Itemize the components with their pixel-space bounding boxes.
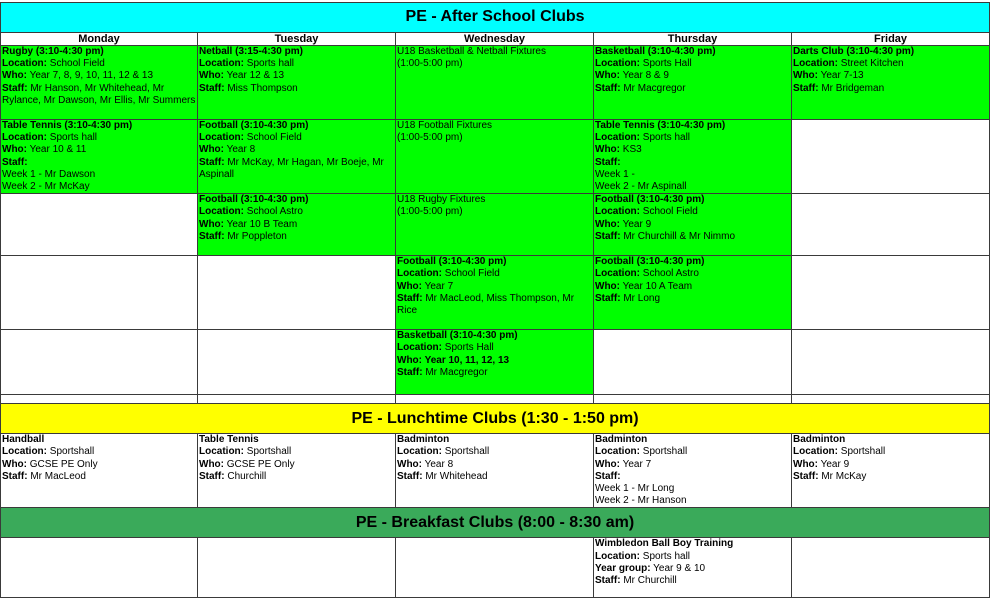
club-cell xyxy=(1,194,198,256)
club-line xyxy=(397,256,592,268)
club-line xyxy=(595,157,790,169)
club-line xyxy=(595,551,790,563)
club-cell xyxy=(198,538,396,598)
club-cell xyxy=(198,434,396,508)
club-line-label: Who: xyxy=(595,280,620,292)
club-line-label: Who: xyxy=(199,70,224,82)
club-cell xyxy=(1,256,198,330)
club-line xyxy=(595,46,790,58)
club-line-value: Street Kitchen xyxy=(838,58,904,70)
club-cell xyxy=(396,256,594,330)
club-line-value: School Field xyxy=(244,132,302,144)
club-line xyxy=(595,120,790,132)
club-line xyxy=(595,144,790,156)
club-line xyxy=(199,219,394,231)
club-line xyxy=(199,58,394,70)
empty-cell xyxy=(792,395,990,404)
club-line xyxy=(595,70,790,82)
club-line-label: Table Tennis (3:10-4:30 pm) xyxy=(2,120,133,131)
club-line-value: Sportshall xyxy=(442,446,490,458)
club-line xyxy=(397,446,592,458)
club-line-value: Mr McKay, Mr Hagan, Mr Boeje, Mr Aspinall xyxy=(199,156,384,180)
club-line-value: Sportshall xyxy=(640,446,688,458)
club-cell xyxy=(594,46,792,120)
club-line xyxy=(793,58,988,70)
club-line-label: Table Tennis xyxy=(199,434,259,446)
club-line-label: Location: xyxy=(595,206,640,218)
club-line xyxy=(793,446,988,458)
club-line-value: U18 Football Fixtures xyxy=(397,120,493,131)
club-line-value: Mr Long xyxy=(620,292,661,304)
club-line-value: Sports hall xyxy=(244,58,295,70)
club-line xyxy=(397,367,592,379)
club-line xyxy=(199,157,394,181)
club-line-value: Year 10 B Team xyxy=(224,218,298,230)
club-cell xyxy=(198,120,396,194)
day-header-monday: Monday xyxy=(1,33,198,46)
club-line-value: Year 9 xyxy=(818,458,850,470)
club-line-value: Week 1 - Mr Dawson xyxy=(2,168,96,180)
club-line xyxy=(397,471,592,483)
club-line xyxy=(397,459,592,471)
club-cell xyxy=(396,194,594,256)
club-line xyxy=(397,293,592,317)
club-cell xyxy=(1,46,198,120)
club-line-label: Football (3:10-4:30 pm) xyxy=(397,256,507,268)
club-line xyxy=(595,132,790,144)
club-line xyxy=(199,70,394,82)
club-line xyxy=(2,46,196,58)
club-line-label: Staff: xyxy=(793,82,819,94)
club-line xyxy=(595,83,790,95)
club-cell xyxy=(198,46,396,120)
after-school-row xyxy=(1,330,990,395)
club-line-label: Location: xyxy=(199,58,244,70)
club-line xyxy=(199,459,394,471)
club-line xyxy=(397,194,592,206)
club-line xyxy=(595,219,790,231)
club-line xyxy=(595,58,790,70)
club-line-label: Table Tennis (3:10-4:30 pm) xyxy=(595,120,726,131)
club-line-label: Staff: xyxy=(199,470,225,482)
club-line xyxy=(595,471,790,483)
club-line-label: Location: xyxy=(2,446,47,458)
club-line xyxy=(397,342,592,354)
club-line-label: Location: xyxy=(595,446,640,458)
club-line xyxy=(397,132,592,144)
club-line-value: Week 2 - Mr McKay xyxy=(2,181,90,193)
club-line-label: Football (3:10-4:30 pm) xyxy=(595,256,705,268)
club-line xyxy=(397,330,592,342)
club-line xyxy=(595,293,790,305)
empty-cell xyxy=(594,395,792,404)
club-cell xyxy=(396,120,594,194)
club-line xyxy=(595,575,790,587)
club-line-value: School Field xyxy=(47,58,105,70)
club-line-value: Week 2 - Mr Hanson xyxy=(595,495,687,507)
club-line-value: Sportshall xyxy=(244,446,292,458)
day-header-thursday: Thursday xyxy=(594,33,792,46)
after-school-row xyxy=(1,256,990,330)
club-line-value: School Astro xyxy=(640,268,699,280)
club-line xyxy=(595,231,790,243)
club-line-label: Who: xyxy=(199,144,224,156)
club-line xyxy=(595,181,790,193)
club-line-value: Year 10 A Team xyxy=(620,280,693,292)
club-line-value: Mr Bridgeman xyxy=(818,82,885,94)
club-line-value: Year 12 & 13 xyxy=(224,70,285,82)
club-line-label: Football (3:10-4:30 pm) xyxy=(199,194,309,206)
after-school-title: PE - After School Clubs xyxy=(1,3,990,33)
club-line-value: KS3 xyxy=(620,144,642,156)
club-line-label: Location: xyxy=(595,58,640,70)
club-line-label: Who: xyxy=(595,70,620,82)
club-line-label: Location: xyxy=(397,268,442,280)
club-line-value: Sportshall xyxy=(47,446,95,458)
club-line xyxy=(2,434,196,446)
club-line-label: Location: xyxy=(595,268,640,280)
club-line xyxy=(2,120,196,132)
club-line-value: Week 1 - Mr Long xyxy=(595,483,675,495)
club-line-label: Staff: xyxy=(397,470,423,482)
club-line xyxy=(2,169,196,181)
club-line-value: (1:00-5:00 pm) xyxy=(397,58,463,70)
club-cell xyxy=(396,46,594,120)
club-line-value: Mr Churchill & Mr Nimmo xyxy=(620,230,736,242)
club-line-value: (1:00-5:00 pm) xyxy=(397,206,463,218)
club-line-value: Sportshall xyxy=(838,446,886,458)
club-cell xyxy=(1,120,198,194)
breakfast-title: PE - Breakfast Clubs (8:00 - 8:30 am) xyxy=(1,508,990,538)
after-school-row xyxy=(1,46,990,120)
club-line xyxy=(595,538,790,550)
club-cell xyxy=(594,434,792,508)
spacer-row xyxy=(1,395,990,404)
club-line-label: Staff: xyxy=(793,470,819,482)
club-line-label: Who: Year 10, 11, 12, 13 xyxy=(397,354,510,366)
club-line xyxy=(199,120,394,132)
breakfast-row xyxy=(1,538,990,598)
club-line-value: School Astro xyxy=(244,206,303,218)
club-line xyxy=(397,355,592,367)
club-line-label: Location: xyxy=(595,550,640,562)
club-line-value: GCSE PE Only xyxy=(224,458,295,470)
club-line-value: (1:00-5:00 pm) xyxy=(397,132,463,144)
club-line xyxy=(595,459,790,471)
day-header-friday: Friday xyxy=(792,33,990,46)
club-line-value: Year 9 & 10 xyxy=(650,562,706,574)
club-cell xyxy=(792,194,990,256)
club-line-value: Mr MacLeod, Miss Thompson, Mr Rice xyxy=(397,292,575,317)
club-line-value: Year 8 xyxy=(224,144,256,156)
club-line-label: Football (3:10-4:30 pm) xyxy=(199,120,309,131)
club-line-value: Mr Whitehead xyxy=(422,470,488,482)
club-cell xyxy=(1,434,198,508)
club-line xyxy=(199,194,394,206)
club-line-label: Staff: xyxy=(397,366,423,378)
club-line xyxy=(595,206,790,218)
club-line-label: Staff: xyxy=(595,156,621,168)
club-line-value: Mr Hanson, Mr Whitehead, Mr Rylance, Mr Dawson, Mr Ellis, Mr Summers xyxy=(2,82,196,106)
club-line xyxy=(2,181,196,193)
weekday-header-row xyxy=(1,33,990,46)
club-line xyxy=(397,434,592,446)
club-cell xyxy=(792,120,990,194)
club-line xyxy=(2,70,196,82)
club-line-value: Year 10 & 11 xyxy=(27,144,87,156)
club-line-label: Who: xyxy=(199,218,224,230)
club-line-label: Staff: xyxy=(595,292,621,304)
club-line xyxy=(2,446,196,458)
club-line xyxy=(199,471,394,483)
club-line-value: Year 8 & 9 xyxy=(620,70,669,82)
club-line-value: U18 Rugby Fixtures xyxy=(397,194,486,206)
club-line-value: Sports Hall xyxy=(640,58,692,70)
club-line xyxy=(595,268,790,280)
club-line-label: Basketball (3:10-4:30 pm) xyxy=(595,46,716,57)
club-cell xyxy=(396,538,594,598)
club-line xyxy=(2,83,196,107)
club-cell xyxy=(198,194,396,256)
club-line-value: U18 Basketball & Netball Fixtures xyxy=(397,46,546,57)
club-line xyxy=(397,58,592,70)
club-line-label: Location: xyxy=(397,446,442,458)
club-line-label: Staff: xyxy=(595,470,621,482)
club-cell xyxy=(198,330,396,395)
club-line xyxy=(199,231,394,243)
club-cell xyxy=(594,194,792,256)
club-line xyxy=(793,459,988,471)
club-line xyxy=(595,563,790,575)
club-line-label: Location: xyxy=(793,446,838,458)
club-line-label: Location: xyxy=(199,206,244,218)
club-line-value: Mr Poppleton xyxy=(224,230,287,242)
club-line-value: Mr Macgregor xyxy=(422,366,488,378)
club-line-label: Who: xyxy=(2,144,27,156)
club-line-value: Year 7, 8, 9, 10, 11, 12 & 13 xyxy=(27,70,154,82)
club-line-label: Netball (3:15-4:30 pm) xyxy=(199,46,303,57)
club-line xyxy=(595,256,790,268)
club-cell xyxy=(792,434,990,508)
club-line-value: Week 1 - xyxy=(595,168,635,180)
club-line xyxy=(793,471,988,483)
club-cell xyxy=(1,538,198,598)
club-line-value: Year 7 xyxy=(422,280,454,292)
club-line-label: Who: xyxy=(2,458,27,470)
club-line-label: Staff: xyxy=(397,292,423,304)
club-line xyxy=(2,157,196,169)
club-line-label: Who: xyxy=(199,458,224,470)
club-line-label: Staff: xyxy=(2,470,28,482)
club-line-label: Badminton xyxy=(397,434,450,446)
club-line-label: Staff: xyxy=(595,230,621,242)
club-line-label: Rugby (3:10-4:30 pm) xyxy=(2,46,104,57)
club-line-value: Year 7 xyxy=(620,458,652,470)
club-line xyxy=(793,434,988,446)
club-line xyxy=(199,132,394,144)
club-line-label: Who: xyxy=(595,144,620,156)
club-line xyxy=(595,495,790,507)
club-cell xyxy=(594,330,792,395)
club-line-label: Location: xyxy=(199,132,244,144)
club-line-label: Who: xyxy=(793,458,818,470)
club-line-value: Sports hall xyxy=(640,550,691,562)
club-line-value: Mr MacLeod xyxy=(27,470,86,482)
club-line-label: Badminton xyxy=(595,434,648,446)
club-cell xyxy=(594,256,792,330)
club-line xyxy=(2,58,196,70)
club-line-label: Staff: xyxy=(199,156,225,168)
club-line-value: Mr McKay xyxy=(818,470,867,482)
club-cell xyxy=(396,330,594,395)
club-line-label: Who: xyxy=(595,218,620,230)
club-cell xyxy=(792,46,990,120)
club-line-value: School Field xyxy=(640,206,698,218)
club-line xyxy=(2,459,196,471)
lunchtime-header-row xyxy=(1,404,990,434)
club-line-label: Who: xyxy=(595,458,620,470)
club-line-label: Darts Club (3:10-4:30 pm) xyxy=(793,46,915,57)
club-line-label: Location: xyxy=(595,132,640,144)
club-line-label: Staff: xyxy=(199,82,225,94)
club-line xyxy=(793,83,988,95)
club-line-label: Staff: xyxy=(2,82,28,94)
club-line xyxy=(793,70,988,82)
club-line-label: Basketball (3:10-4:30 pm) xyxy=(397,330,518,342)
after-school-header-row xyxy=(1,3,990,33)
after-school-row xyxy=(1,194,990,256)
club-line xyxy=(199,46,394,58)
club-line-value: Sports hall xyxy=(47,132,98,144)
club-line xyxy=(199,206,394,218)
club-line-label: Location: xyxy=(793,58,838,70)
club-cell xyxy=(396,434,594,508)
club-line xyxy=(595,446,790,458)
club-cell xyxy=(792,538,990,598)
club-cell xyxy=(594,538,792,598)
club-line xyxy=(793,46,988,58)
breakfast-header-row xyxy=(1,508,990,538)
club-line xyxy=(2,144,196,156)
club-line-label: Staff: xyxy=(199,230,225,242)
club-line xyxy=(199,434,394,446)
club-line-value: Year 8 xyxy=(422,458,454,470)
club-line-label: Staff: xyxy=(595,82,621,94)
club-line xyxy=(397,46,592,58)
club-line-value: Mr Macgregor xyxy=(620,82,686,94)
day-header-tuesday: Tuesday xyxy=(198,33,396,46)
club-line-value: GCSE PE Only xyxy=(27,458,98,470)
club-line-label: Location: xyxy=(397,342,442,354)
clubs-timetable xyxy=(0,2,990,598)
club-line-label: Badminton xyxy=(793,434,846,446)
club-cell xyxy=(198,256,396,330)
club-line xyxy=(595,434,790,446)
club-line-value: Year 9 xyxy=(620,218,652,230)
club-line xyxy=(2,132,196,144)
empty-cell xyxy=(396,395,594,404)
club-line-label: Handball xyxy=(2,434,45,446)
lunchtime-title: PE - Lunchtime Clubs (1:30 - 1:50 pm) xyxy=(1,404,990,434)
club-line xyxy=(397,120,592,132)
club-cell xyxy=(1,330,198,395)
club-line xyxy=(595,169,790,181)
after-school-row xyxy=(1,120,990,194)
club-line-label: Who: xyxy=(793,70,818,82)
club-line xyxy=(2,471,196,483)
club-line xyxy=(595,281,790,293)
club-cell xyxy=(792,330,990,395)
club-line-value: School Field xyxy=(442,268,500,280)
club-line-label: Location: xyxy=(199,446,244,458)
club-line-value: Sports hall xyxy=(640,132,691,144)
club-line xyxy=(397,268,592,280)
club-line xyxy=(595,483,790,495)
day-header-wednesday: Wednesday xyxy=(396,33,594,46)
club-line-label: Football (3:10-4:30 pm) xyxy=(595,194,705,206)
club-line-value: Mr Churchill xyxy=(620,575,677,587)
club-line-label: Year group: xyxy=(595,562,651,574)
club-line-label: Staff: xyxy=(595,575,621,587)
club-line-label: Location: xyxy=(2,58,47,70)
club-cell xyxy=(594,120,792,194)
club-line xyxy=(397,206,592,218)
club-cell xyxy=(792,256,990,330)
club-line xyxy=(595,194,790,206)
empty-cell xyxy=(198,395,396,404)
club-line-label: Wimbledon Ball Boy Training xyxy=(595,538,734,550)
club-line-value: Year 7-13 xyxy=(818,70,864,82)
club-line-value: Sports Hall xyxy=(442,342,494,354)
club-line xyxy=(397,281,592,293)
club-line-label: Staff: xyxy=(2,156,28,168)
club-line-value: Churchill xyxy=(224,470,267,482)
club-line-value: Miss Thompson xyxy=(224,82,298,94)
club-line xyxy=(199,83,394,95)
club-line-label: Who: xyxy=(2,70,27,82)
club-line xyxy=(199,144,394,156)
club-line-label: Location: xyxy=(2,132,47,144)
lunchtime-row xyxy=(1,434,990,508)
club-line xyxy=(199,446,394,458)
club-line-value: Week 2 - Mr Aspinall xyxy=(595,181,687,193)
club-line-label: Who: xyxy=(397,458,422,470)
empty-cell xyxy=(1,395,198,404)
club-line-label: Who: xyxy=(397,280,422,292)
